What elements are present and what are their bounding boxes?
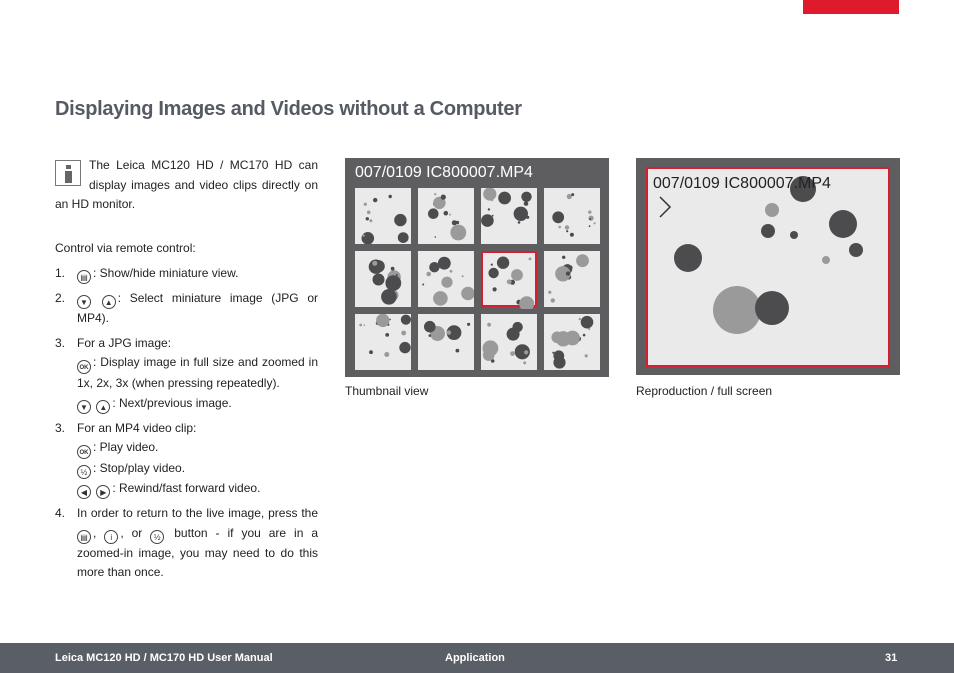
arrow-up-icon: ▲ — [102, 295, 116, 309]
thumbnail-image — [481, 188, 537, 244]
thumbnail-tile — [355, 188, 411, 244]
thumbnail-image — [544, 251, 600, 307]
intro-text: The Leica MC120 HD / MC170 HD can display images and video clips directly on an HD monitor. — [55, 158, 318, 211]
ok-icon: OK — [77, 360, 91, 374]
caption-thumbnail: Thumbnail view — [345, 384, 429, 398]
page-title: Displaying Images and Videos without a Computer — [55, 98, 522, 120]
thumbnail-view-screen — [345, 158, 609, 377]
miniature-view-icon: ▤ — [77, 530, 91, 544]
list-item: 1. ▤ : Show/hide miniature view. — [55, 266, 239, 282]
thumbnail-image — [418, 251, 474, 307]
thumbnail-tile — [544, 188, 600, 244]
arrow-right-icon: ▶ — [96, 485, 110, 499]
thumbnail-tile — [418, 314, 474, 370]
thumbnail-tile-selected — [481, 251, 537, 307]
thumbnail-tile — [355, 314, 411, 370]
thumbnail-image — [544, 314, 600, 370]
control-heading: Control via remote control: — [55, 240, 196, 255]
thumbnail-tile — [544, 251, 600, 307]
arrow-left-icon: ◀ — [77, 485, 91, 499]
arrow-down-icon: ▼ — [77, 295, 91, 309]
full-screen-header: 007/0109 IC800007.MP4 — [653, 175, 831, 192]
i-button-icon: i — [104, 530, 118, 544]
miniature-view-icon: ▤ — [77, 270, 91, 284]
footer-section: Application — [445, 652, 505, 664]
ok-icon: OK — [77, 445, 91, 459]
page-tab-marker — [803, 0, 899, 14]
list-item: 3. For a JPG image: OK : Display image in full size and zoomed in 1x, 2x, 3x (when pressing repeatedly). ▼ ▲ : Next/previous image. — [55, 335, 318, 412]
play-stop-icon: ½ — [150, 530, 164, 544]
thumbnail-grid — [355, 188, 600, 370]
page-footer — [0, 643, 954, 673]
full-screen-view — [636, 158, 900, 375]
arrow-up-icon: ▲ — [96, 400, 110, 414]
arrow-down-icon: ▼ — [77, 400, 91, 414]
thumbnail-tile — [355, 251, 411, 307]
full-screen-frame — [646, 167, 890, 367]
thumbnail-image — [355, 188, 411, 244]
specimen-image — [648, 169, 888, 365]
thumbnail-image — [544, 188, 600, 244]
thumbnail-image — [418, 188, 474, 244]
list-item: 3. For an MP4 video clip: OK : Play video. ½ : Stop/play video. ◀ ▶ : Rewind/fast forward video. — [55, 420, 261, 497]
thumbnail-tile — [481, 314, 537, 370]
info-icon — [55, 160, 81, 186]
list-item: 4. In order to return to the live image, press the ▤ , i , or ½ button - if you are in a zoomed-in image, you may need to do this more than once. — [55, 506, 319, 579]
intro-note — [55, 156, 318, 215]
list-item: 2. ▼ ▲ : Select miniature image (JPG or MP4). — [55, 291, 318, 325]
thumbnail-image — [355, 251, 411, 307]
footer-manual-title: Leica MC120 HD / MC170 HD User Manual — [55, 652, 273, 664]
thumbnail-image — [483, 253, 539, 309]
thumbnail-tile — [481, 188, 537, 244]
instructions-column — [55, 156, 318, 588]
thumbnail-tile — [418, 188, 474, 244]
thumbnail-image — [418, 314, 474, 370]
caption-full-screen: Reproduction / full screen — [636, 384, 773, 398]
play-stop-icon: ½ — [77, 465, 91, 479]
thumbnail-image — [355, 314, 411, 370]
instruction-list — [55, 264, 318, 583]
thumbnail-header: 007/0109 IC800007.MP4 — [355, 164, 533, 181]
thumbnail-image — [481, 314, 537, 370]
thumbnail-tile — [418, 251, 474, 307]
thumbnail-tile — [544, 314, 600, 370]
page-number: 31 — [885, 652, 898, 664]
